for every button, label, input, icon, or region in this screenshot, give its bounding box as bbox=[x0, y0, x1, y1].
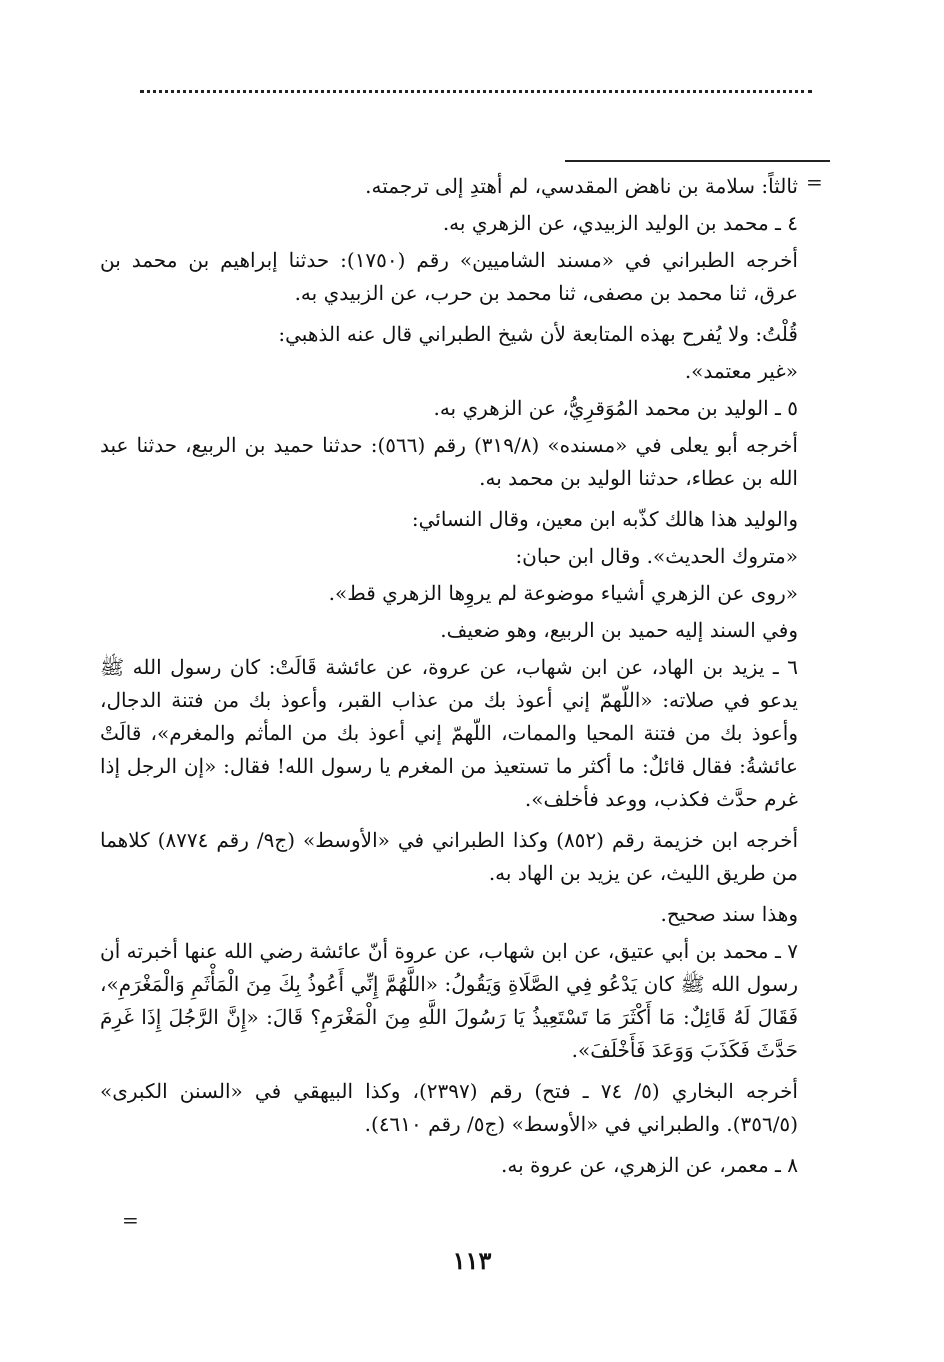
paragraph: أخرجه البخاري (٥/ ٧٤ ـ فتح) رقم (٢٣٩٧)، وكذا البيهقي في «السنن الكبرى» (٣٥٦/٥). والطبراني في «الأوسط» (ج٥/ رقم ٤٦١٠). bbox=[100, 1079, 798, 1136]
paragraph: ٧ ـ محمد بن أبي عتيق، عن ابن شهاب، عن عروة أنّ عائشة رضي الله عنها أخبرته أن رسول الله ﷺ كان يَدْعُو فِي الصَّلَاةِ وَيَقُولُ: «اللَّهُمَّ إِنِّي أَعُوذُ بِكَ مِنَ الْمَأْثَمِ وَالْمَغْرَمِ»، فَقَالَ لَهُ قَائِلٌ: مَا أَكْثَرَ مَا تَسْتَعِيذُ يَا رَسُولَ اللَّهِ مِنَ الْمَغْرَمِ؟ قَالَ: «إِنَّ الرَّجُلَ إِذَا غَرِمَ حَدَّثَ فَكَذَبَ وَوَعَدَ فَأَخْلَفَ». bbox=[100, 939, 798, 1062]
paragraph: أخرجه الطبراني في «مسند الشاميين» رقم (١٧٥٠): حدثنا إبراهيم بن محمد بن عرق، ثنا محمد بن مصفى، ثنا محمد بن حرب، عن الزبيدي به. bbox=[100, 248, 798, 305]
footnote-continuation-mark-top: = bbox=[806, 170, 823, 194]
page-number: ١١٣ bbox=[452, 1246, 492, 1275]
paragraph: أخرجه أبو يعلى في «مسنده» (٣١٩/٨) رقم (٥٦٦): حدثنا حميد بن الربيع، حدثنا عبد الله بن عطاء، حدثنا الوليد بن محمد به. bbox=[100, 433, 798, 490]
paragraph: ثالثاً: سلامة بن ناهض المقدسي، لم أهتدِ إلى ترجمته. bbox=[365, 174, 798, 198]
paragraph: قُلْتُ: ولا يُفرح بهذه المتابعة لأن شيخ الطبراني قال عنه الذهبي: bbox=[278, 322, 798, 346]
paragraph: وهذا سند صحيح. bbox=[660, 902, 798, 926]
paragraph: ٥ ـ الوليد بن محمد المُوَقرِيُّ، عن الزهري به. bbox=[433, 396, 798, 420]
footnote-text bbox=[100, 170, 798, 1186]
paragraph: وفي السند إليه حميد بن الربيع، وهو ضعيف. bbox=[440, 618, 798, 642]
paragraph: ٦ ـ يزيد بن الهاد، عن ابن شهاب، عن عروة، عن عائشة قَالَتْ: كان رسول الله ﷺ يدعو في صلاته: «اللّهمّ إني أعوذ بك من عذاب القبر، وأعوذ بك من فتنة الدجال، وأعوذ بك من فتنة المحيا والممات، اللّهمّ إني أعوذ بك من المأثم والمغرم»، قالَتْ عائشةُ: فقال قائلٌ: ما أكثر ما تستعيذ من المغرم يا رسول الله! فقال: «إن الرجل إذا غرم حدَّث فكذب، ووعد فأخلف». bbox=[100, 655, 798, 811]
paragraph: «متروك الحديث». وقال ابن حبان: bbox=[515, 544, 798, 568]
paragraph: أخرجه ابن خزيمة رقم (٨٥٢) وكذا الطبراني في «الأوسط» (ج٩/ رقم ٨٧٧٤) كلاهما من طريق الليث، عن يزيد بن الهاد به. bbox=[100, 828, 799, 885]
footnote-separator bbox=[565, 160, 830, 162]
header-dotted-rule bbox=[140, 90, 812, 93]
paragraph: «غير معتمد». bbox=[684, 359, 798, 383]
paragraph: «روى عن الزهري أشياء موضوعة لم يروِها الزهري قط». bbox=[328, 581, 798, 605]
paragraph: ٨ ـ معمر، عن الزهري، عن عروة به. bbox=[501, 1153, 798, 1177]
paragraph: ٤ ـ محمد بن الوليد الزبيدي، عن الزهري به. bbox=[442, 211, 798, 235]
footnote-continuation-mark-bottom: = bbox=[122, 1208, 139, 1232]
paragraph: والوليد هذا هالك كذّبه ابن معين، وقال النسائي: bbox=[411, 507, 798, 531]
